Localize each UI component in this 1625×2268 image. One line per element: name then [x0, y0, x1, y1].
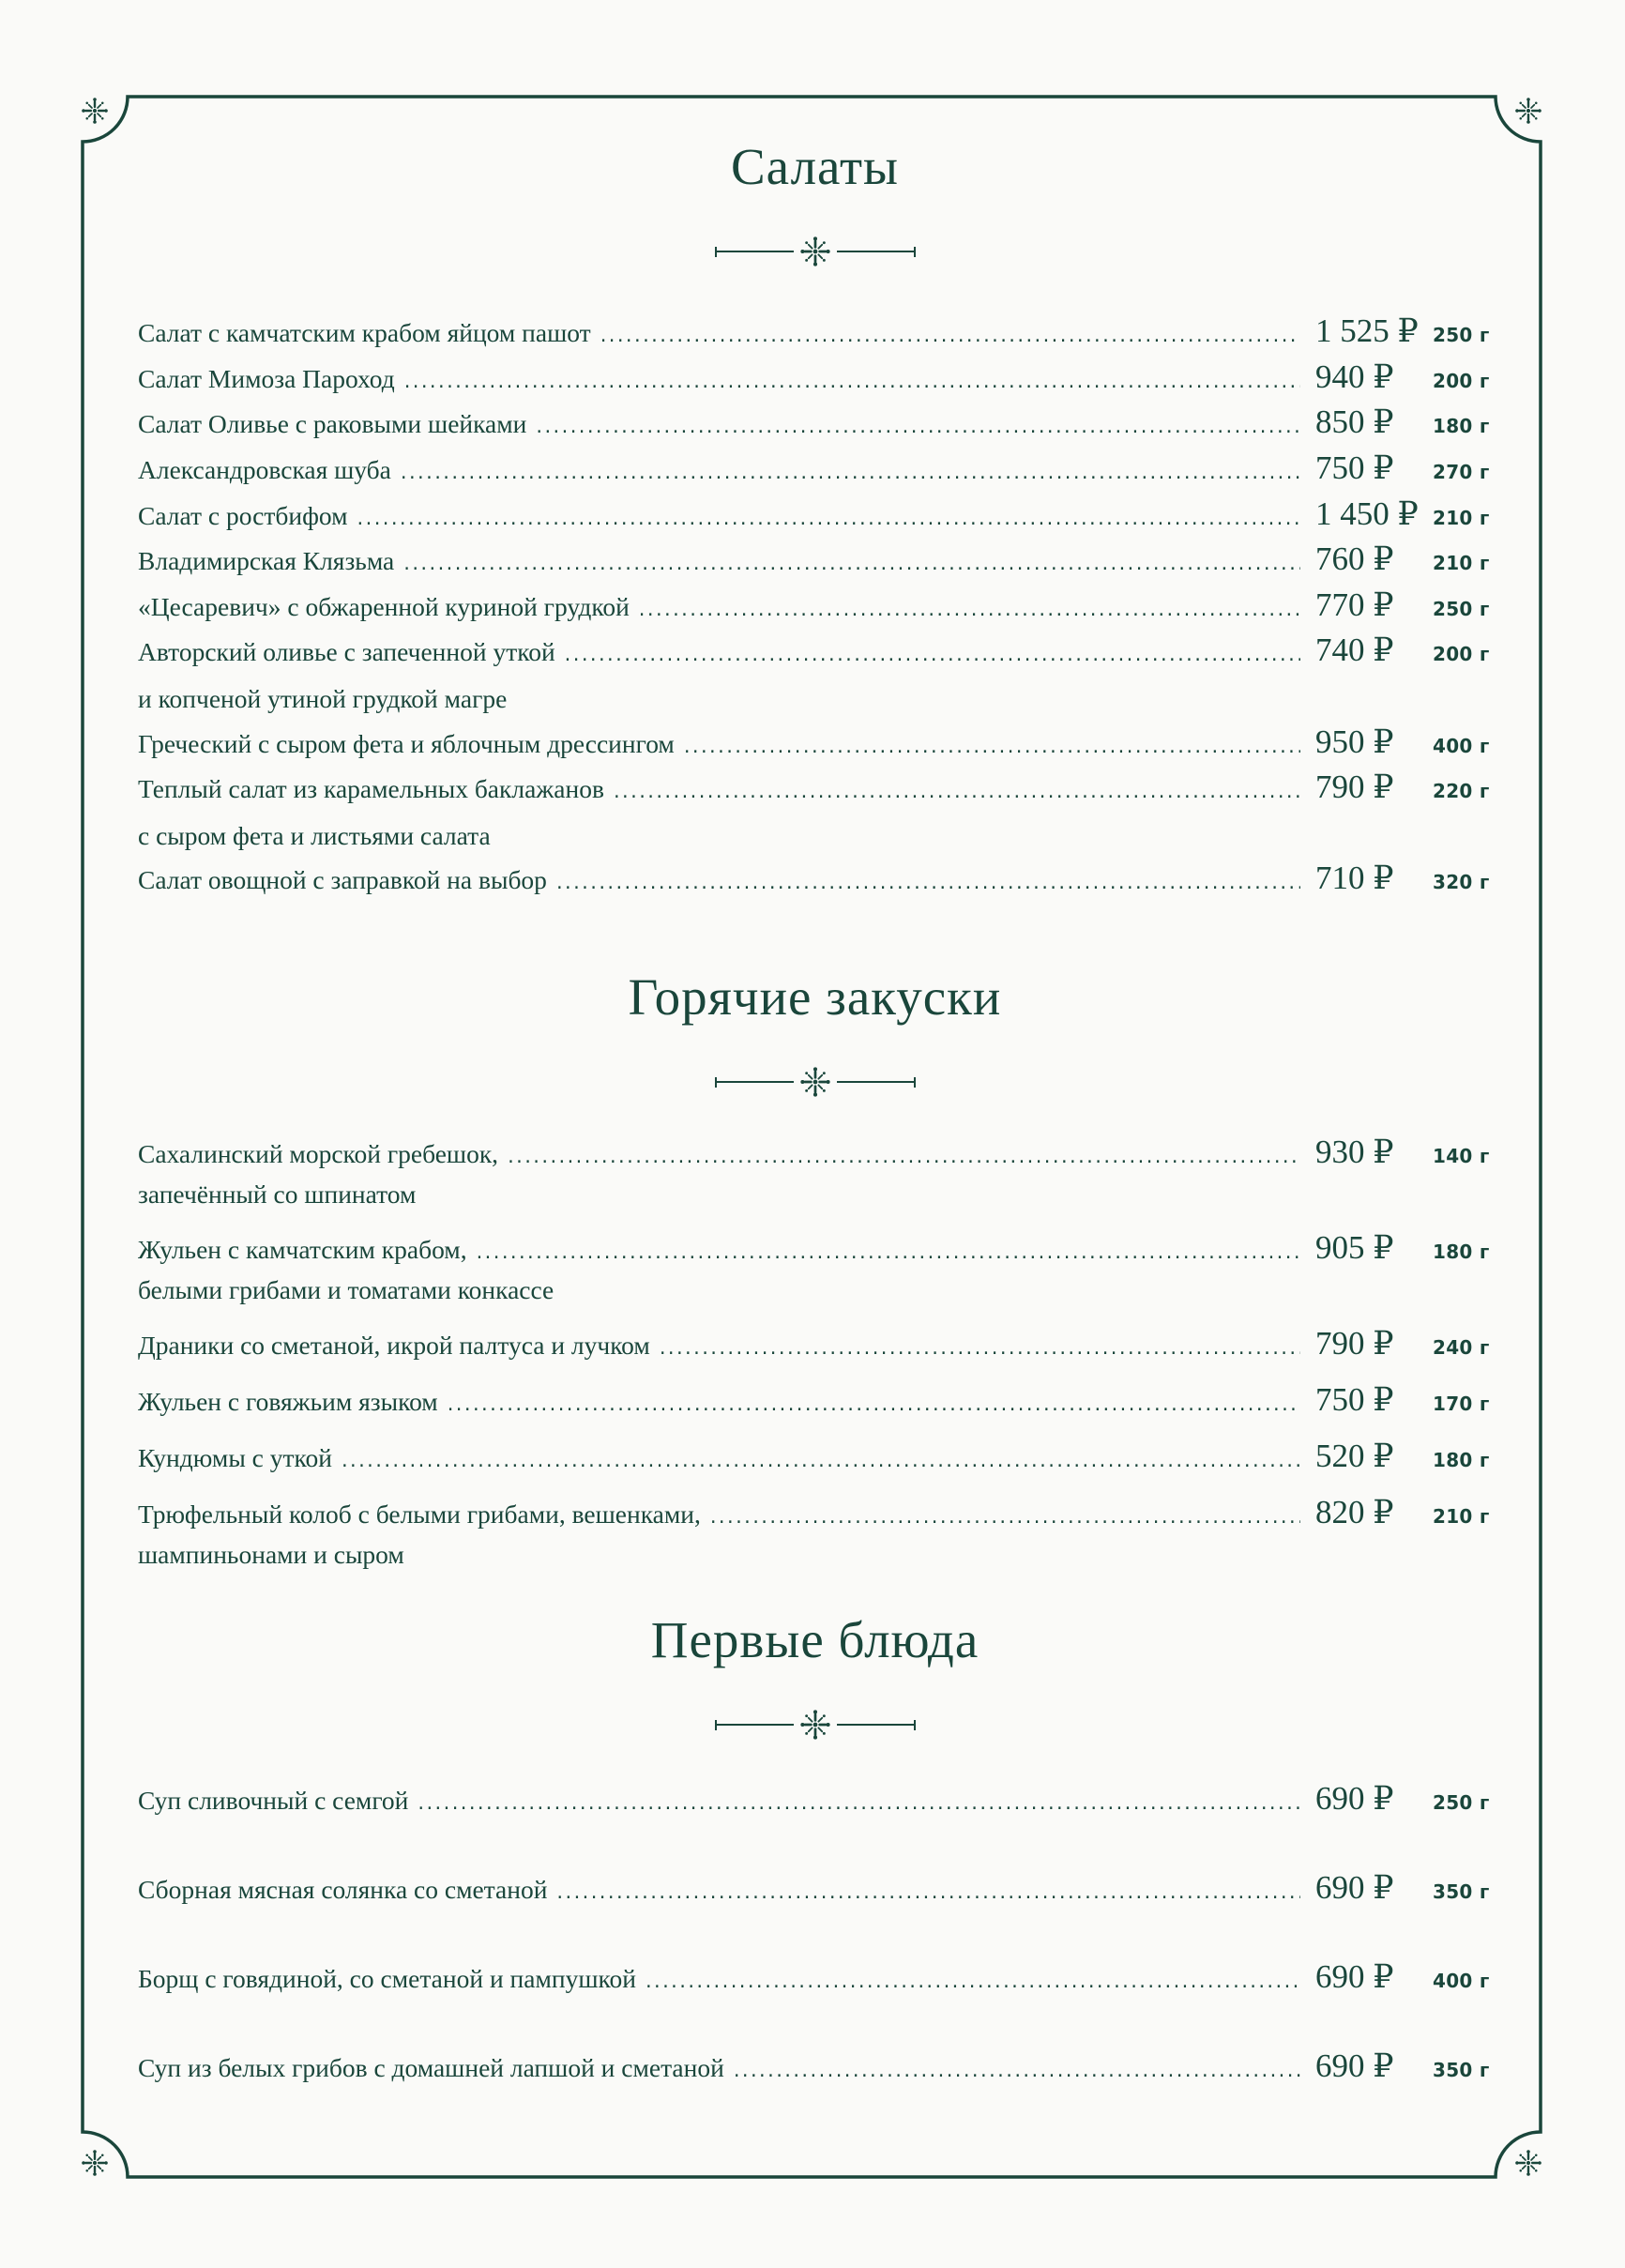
dish-name: Сборная мясная солянка со сметаной: [138, 1875, 548, 1905]
menu-section: [138, 967, 1492, 1573]
dish-weight: 240 г: [1433, 1336, 1490, 1360]
menu-item-row: [138, 403, 1492, 449]
menu-item: [138, 1381, 1492, 1421]
menu-item: [138, 632, 1492, 723]
dot-leader: [418, 1791, 1300, 1814]
corner-ornament-icon: [82, 2150, 108, 2176]
dot-leader: [710, 1505, 1300, 1528]
corner-ornament-icon: [82, 98, 108, 124]
divider-line: [717, 1724, 794, 1726]
dot-leader: [645, 1970, 1300, 1992]
corner-ornament-icon: [1515, 98, 1541, 124]
menu-section: [138, 1610, 1492, 2088]
dot-leader: [684, 735, 1300, 757]
dish-weight: 220 г: [1433, 780, 1490, 803]
dish-weight: 210 г: [1433, 1505, 1490, 1529]
menu-item-row: [138, 1494, 1492, 1533]
snowflake-ornament-icon: [799, 236, 831, 267]
dish-name: Трюфельный колоб с белыми грибами, вешенками,: [138, 1499, 701, 1530]
dish-name: Борщ с говядиной, со сметаной и пампушкой: [138, 1964, 636, 1994]
menu-item: [138, 1494, 1492, 1573]
dish-weight: 140 г: [1433, 1145, 1490, 1168]
section-divider: [715, 236, 916, 267]
dot-leader: [600, 324, 1300, 346]
dish-name-line2: запечённый со шпинатом: [138, 1180, 417, 1210]
menu-item: [138, 1958, 1492, 1999]
dish-price: 850 ₽: [1315, 403, 1394, 441]
menu-item: [138, 312, 1492, 358]
dish-name: Драники со сметаной, икрой палтуса и лучком: [138, 1331, 650, 1361]
menu-item: [138, 1325, 1492, 1364]
dish-weight: 320 г: [1433, 871, 1490, 894]
menu-item-row: [138, 358, 1492, 404]
dish-name: Жульен с камчатским крабом,: [138, 1235, 467, 1265]
section-title: Салаты: [730, 138, 899, 195]
dish-price: 770 ₽: [1315, 586, 1394, 623]
dish-weight: 180 г: [1433, 415, 1490, 438]
dish-price: 820 ₽: [1315, 1494, 1394, 1531]
dish-price: 750 ₽: [1315, 449, 1394, 487]
menu-item-row: [138, 540, 1492, 586]
menu-items-list: [138, 312, 1492, 906]
menu-item: [138, 586, 1492, 632]
dish-name: Суп сливочный с семгой: [138, 1786, 409, 1816]
menu-item-row: [138, 1438, 1492, 1477]
menu-item-row-continuation: [138, 814, 1492, 860]
dish-price: 690 ₽: [1315, 1958, 1394, 1996]
section-title: Первые блюда: [650, 1611, 980, 1669]
menu-item: [138, 403, 1492, 449]
menu-item-row: [138, 1958, 1492, 1999]
menu-item-row: [138, 1134, 1492, 1173]
dish-price: 940 ₽: [1315, 358, 1394, 395]
dot-leader: [536, 415, 1300, 437]
divider-line: [837, 1724, 914, 1726]
dot-leader: [342, 1449, 1300, 1471]
menu-item: [138, 723, 1492, 769]
menu-item: [138, 1134, 1492, 1212]
dish-weight: 270 г: [1433, 461, 1490, 484]
dish-price: 905 ₽: [1315, 1229, 1394, 1267]
menu-item-row: [138, 769, 1492, 814]
dish-weight: 250 г: [1433, 324, 1490, 347]
dish-name: Сахалинский морской гребешок,: [138, 1139, 499, 1169]
dish-name: Греческий с сыром фета и яблочным дрессингом: [138, 728, 675, 758]
dish-name: Суп из белых грибов с домашней лапшой и сметаной: [138, 2053, 724, 2083]
dot-leader: [660, 1336, 1300, 1359]
dish-name: Салат с камчатским крабом яйцом пашот: [138, 318, 591, 348]
dish-weight: 350 г: [1433, 1880, 1490, 1904]
menu-item-row: [138, 495, 1492, 541]
dish-price: 710 ₽: [1315, 860, 1394, 897]
dish-name-line2: шампиньонами и сыром: [138, 1540, 404, 1570]
menu-item-row-continuation: [138, 677, 1492, 723]
divider-tick: [914, 1720, 916, 1730]
dish-name: Салат с ростбифом: [138, 500, 348, 530]
dish-price: 750 ₽: [1315, 1381, 1394, 1419]
menu-item: [138, 1229, 1492, 1308]
menu-item-row: [138, 312, 1492, 358]
menu-item: [138, 2047, 1492, 2088]
dish-price: 790 ₽: [1315, 769, 1394, 806]
dish-name-line2: с сыром фета и листьями салата: [138, 820, 491, 850]
dish-weight: 400 г: [1433, 734, 1490, 757]
dot-leader: [508, 1145, 1300, 1167]
menu-item-row: [138, 1869, 1492, 1910]
dish-price: 790 ₽: [1315, 1325, 1394, 1362]
dish-name: Владимирская Клязьма: [138, 546, 395, 576]
menu-item: [138, 495, 1492, 541]
menu-item-row: [138, 586, 1492, 632]
dish-price: 740 ₽: [1315, 632, 1394, 669]
menu-item-row-continuation: [138, 1269, 1492, 1308]
dish-price: 690 ₽: [1315, 1869, 1394, 1907]
divider-tick: [914, 247, 916, 257]
divider-tick: [914, 1077, 916, 1088]
dot-leader: [357, 507, 1300, 529]
dish-price: 1 450 ₽: [1315, 495, 1419, 532]
dish-name: Салат Оливье с раковыми шейками: [138, 409, 527, 439]
dish-name-line2: и копченой утиной грудкой магре: [138, 684, 508, 713]
menu-section: [138, 137, 1492, 906]
section-divider: [715, 1066, 916, 1098]
dish-weight: 200 г: [1433, 369, 1490, 392]
divider-line: [717, 251, 794, 252]
dot-leader: [639, 598, 1300, 620]
dish-price: 690 ₽: [1315, 1780, 1394, 1818]
dish-name: Салат овощной с заправкой на выбор: [138, 865, 547, 895]
dish-name: Жульен с говяжьим языком: [138, 1387, 438, 1417]
menu-items-list: [138, 1134, 1492, 1573]
menu-item: [138, 769, 1492, 860]
menu-item-row: [138, 723, 1492, 769]
menu-item-row: [138, 632, 1492, 677]
dish-name: «Цесаревич» с обжаренной куриной грудкой: [138, 591, 630, 621]
dish-weight: 210 г: [1433, 552, 1490, 575]
menu-item: [138, 860, 1492, 906]
menu-item-row: [138, 1381, 1492, 1421]
dot-leader: [556, 1880, 1300, 1903]
menu-item: [138, 449, 1492, 495]
dot-leader: [477, 1241, 1300, 1263]
dot-leader: [734, 2059, 1300, 2081]
menu-item: [138, 540, 1492, 586]
dish-name: Салат Мимоза Пароход: [138, 363, 395, 393]
dot-leader: [448, 1393, 1300, 1415]
menu-item-row: [138, 2047, 1492, 2088]
dot-leader: [565, 643, 1300, 665]
snowflake-ornament-icon: [799, 1709, 831, 1741]
dot-leader: [556, 871, 1300, 893]
divider-line: [837, 1081, 914, 1083]
dish-weight: 170 г: [1433, 1393, 1490, 1416]
menu-item-row: [138, 1325, 1492, 1364]
dot-leader: [403, 552, 1300, 574]
dish-price: 690 ₽: [1315, 2047, 1394, 2085]
dish-weight: 250 г: [1433, 597, 1490, 620]
dish-weight: 350 г: [1433, 2059, 1490, 2082]
dish-price: 950 ₽: [1315, 723, 1394, 760]
menu-item-row: [138, 1780, 1492, 1820]
dot-leader: [401, 461, 1300, 483]
dish-name-line2: белыми грибами и томатами конкассе: [138, 1275, 554, 1305]
menu-item: [138, 1780, 1492, 1820]
section-title: Горячие закуски: [628, 967, 1002, 1026]
dish-name: Александровская шуба: [138, 455, 391, 485]
menu-items-list: [138, 1780, 1492, 2088]
dish-weight: 250 г: [1433, 1791, 1490, 1815]
dot-leader: [404, 370, 1300, 392]
dish-weight: 400 г: [1433, 1970, 1490, 1993]
menu-item-row-continuation: [138, 1173, 1492, 1212]
dish-weight: 200 г: [1433, 643, 1490, 666]
dot-leader: [614, 780, 1300, 802]
menu-item: [138, 1869, 1492, 1910]
dish-weight: 180 г: [1433, 1449, 1490, 1472]
menu-item-row: [138, 860, 1492, 906]
divider-line: [717, 1081, 794, 1083]
dish-price: 520 ₽: [1315, 1438, 1394, 1475]
menu-item: [138, 1438, 1492, 1477]
dish-name: Авторский оливье с запеченной уткой: [138, 637, 555, 667]
dish-name: Кундюмы с уткой: [138, 1443, 332, 1473]
menu-item-row: [138, 449, 1492, 495]
section-divider: [715, 1709, 916, 1741]
menu-item-row-continuation: [138, 1533, 1492, 1573]
menu-item-row: [138, 1229, 1492, 1269]
dish-name: Теплый салат из карамельных баклажанов: [138, 774, 604, 804]
corner-ornament-icon: [1515, 2150, 1541, 2176]
dish-weight: 180 г: [1433, 1241, 1490, 1264]
dish-price: 930 ₽: [1315, 1134, 1394, 1171]
dish-weight: 210 г: [1433, 506, 1490, 529]
menu-item: [138, 358, 1492, 404]
divider-line: [837, 251, 914, 252]
menu-page: [138, 0, 1492, 2137]
snowflake-ornament-icon: [799, 1066, 831, 1098]
dish-price: 1 525 ₽: [1315, 312, 1419, 350]
dish-price: 760 ₽: [1315, 540, 1394, 578]
